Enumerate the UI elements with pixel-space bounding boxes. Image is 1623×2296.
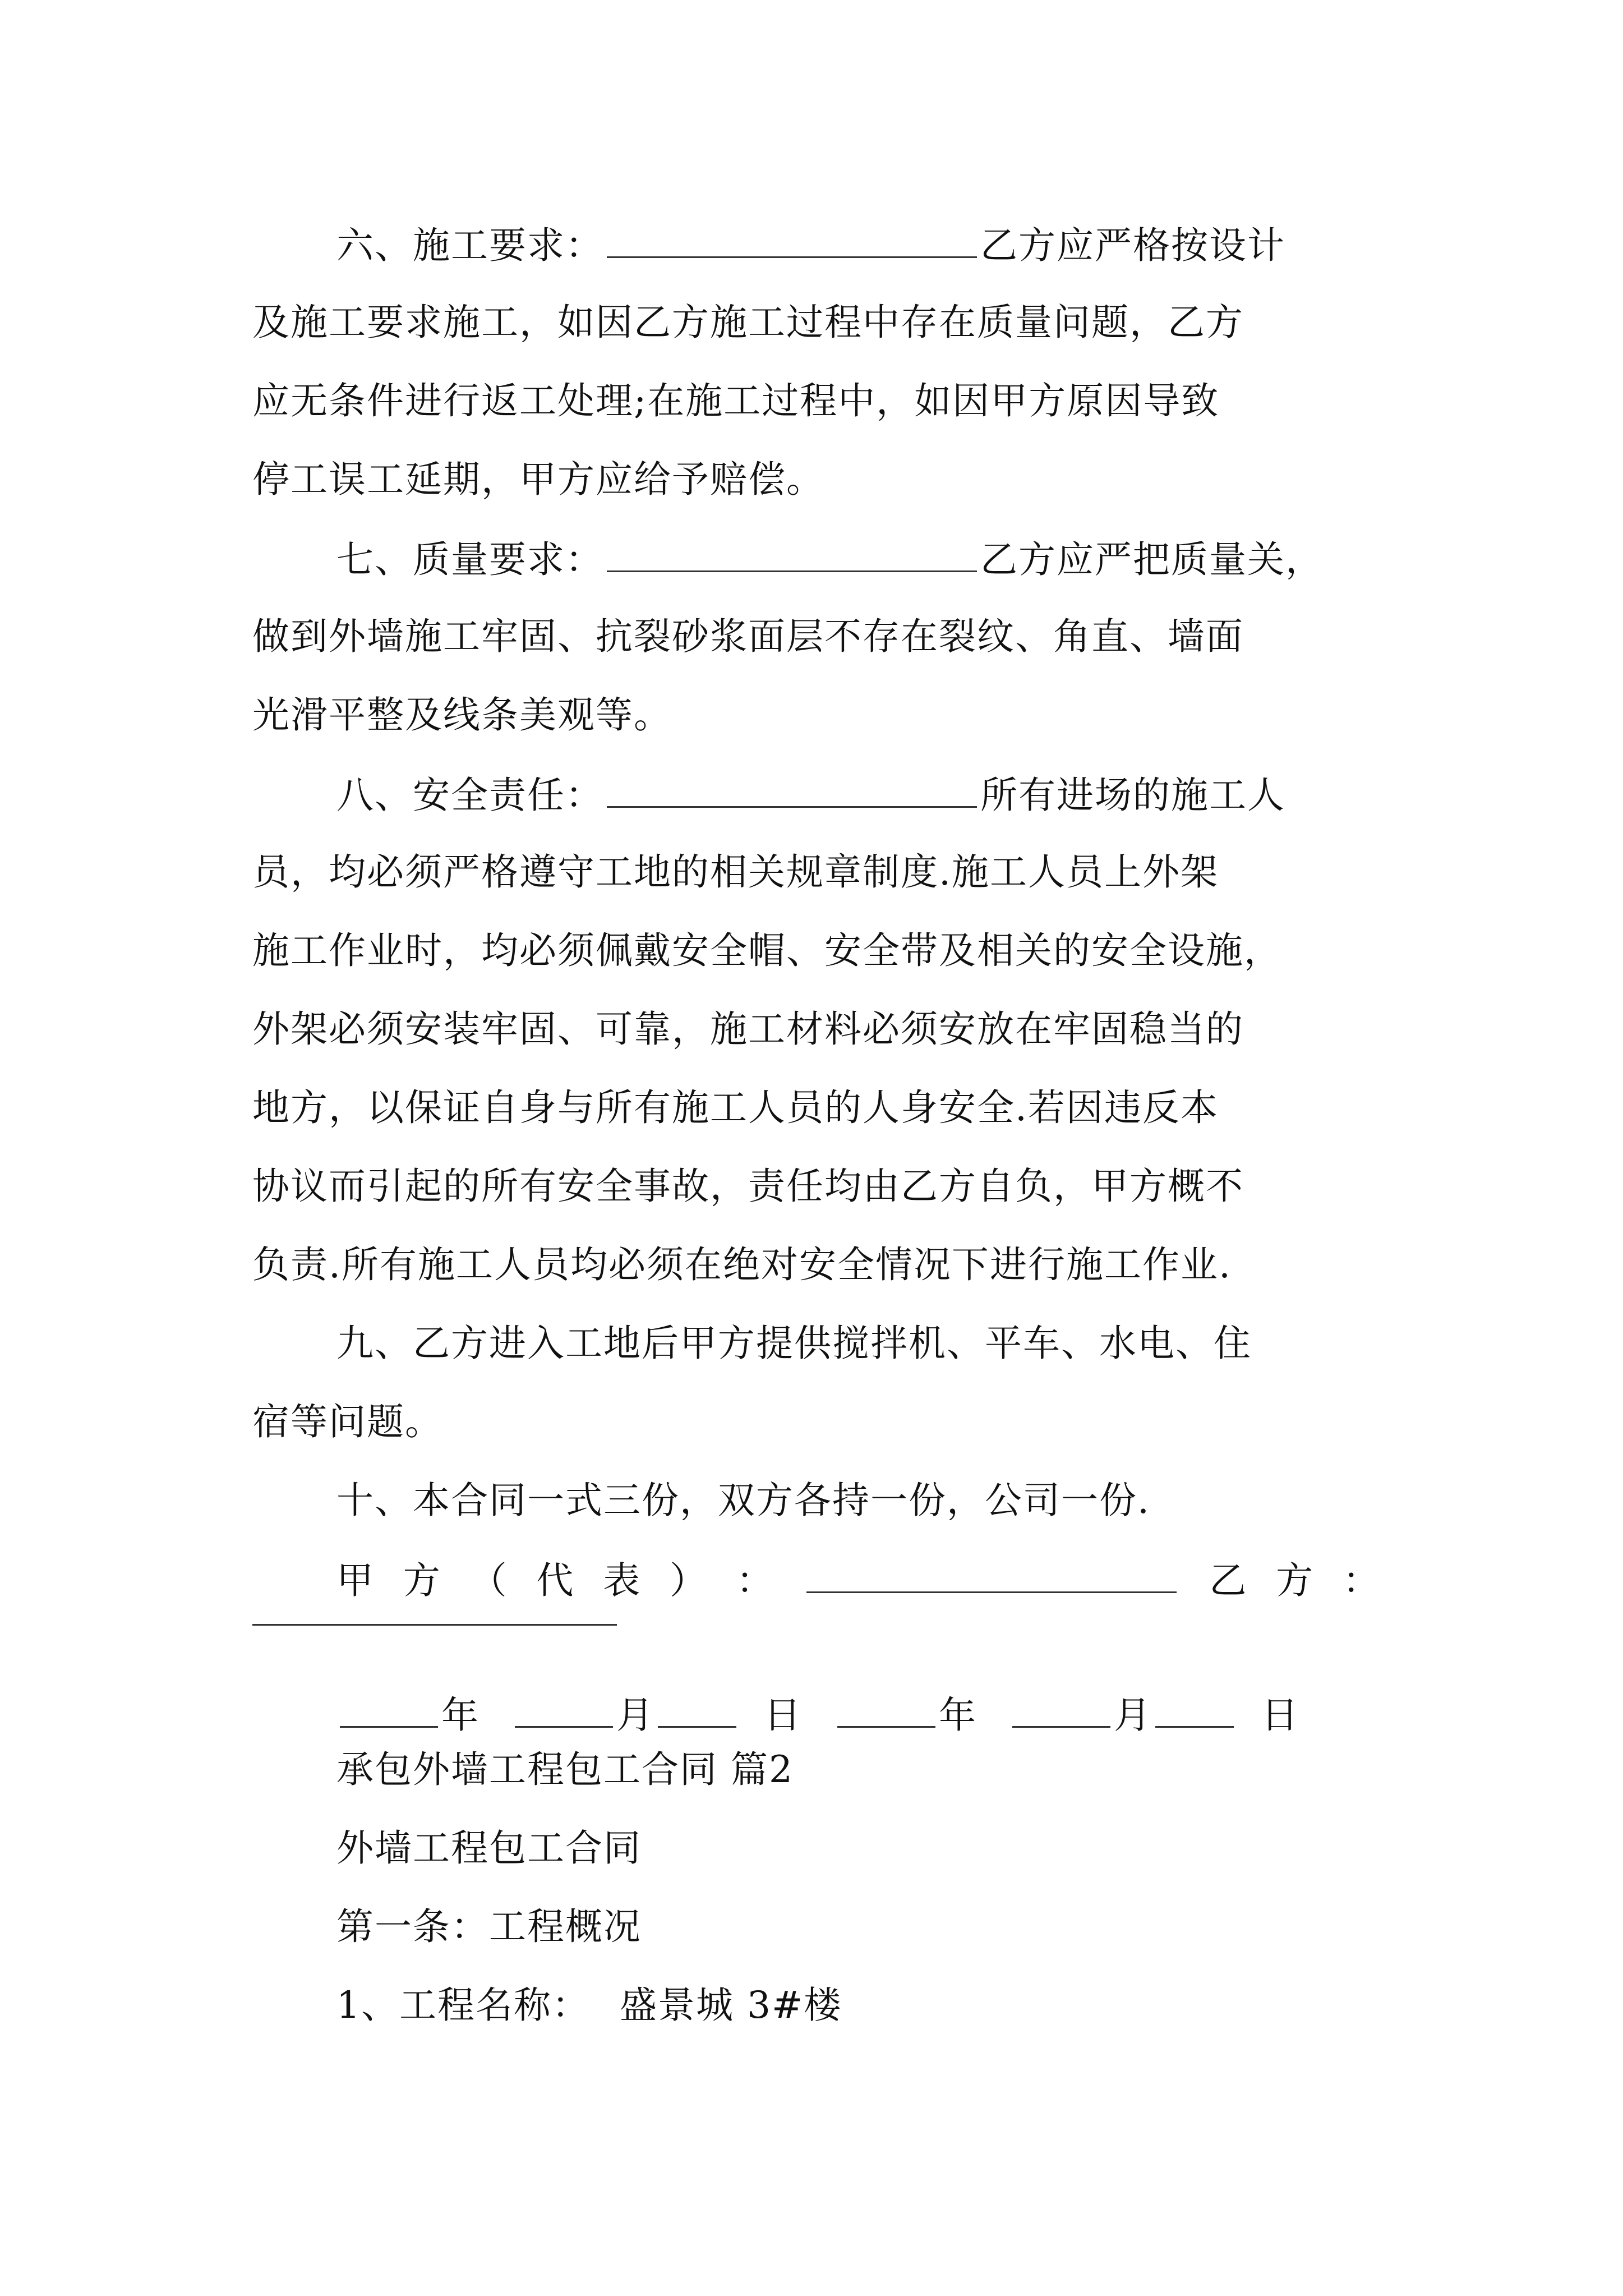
sec8-line-2: 员，均必须严格遵守工地的相关规章制度.施工人员上外架 <box>252 850 1219 894</box>
sec7-line-3: 光滑平整及线条美观等。 <box>252 693 672 737</box>
sec6-line-4: 停工误工延期，甲方应给予赔偿。 <box>252 458 824 501</box>
month-blank-b <box>1012 1691 1110 1728</box>
sec7-blank <box>607 536 977 572</box>
day-blank-b <box>1155 1691 1234 1728</box>
sec6-line-1 <box>336 222 1285 268</box>
signature-line <box>336 1557 1380 1603</box>
part2-title: 外墙工程包工合同 <box>336 1826 642 1870</box>
sec6-line-2: 及施工要求施工，如因乙方施工过程中存在质量问题，乙方 <box>252 301 1244 344</box>
year-label-a: 年 <box>441 1694 479 1737</box>
sec9-line-2: 宿等问题。 <box>252 1400 443 1443</box>
sec6-blank <box>607 222 977 258</box>
day-label-b: 日 <box>1261 1694 1299 1737</box>
sec8-title: 八、安全责任： <box>336 774 603 817</box>
party-b-signature-blank <box>252 1624 617 1626</box>
party-a-char: （ <box>469 1559 507 1602</box>
sec6-line-3: 应无条件进行返工处理;在施工过程中，如因甲方原因导致 <box>252 379 1220 422</box>
item-1-value: 盛景城 3#楼 <box>619 1984 842 2027</box>
month-label-a: 月 <box>616 1694 654 1737</box>
month-label-b: 月 <box>1113 1694 1152 1737</box>
sec7-line-1 <box>336 536 1324 582</box>
party-a-char: 表 <box>603 1559 640 1602</box>
party-b-char: 方 <box>1276 1559 1313 1602</box>
day-blank-a <box>658 1691 736 1728</box>
sec7-title: 七、质量要求： <box>336 538 603 581</box>
party-a-char: 代 <box>536 1559 574 1602</box>
month-blank-a <box>515 1691 613 1728</box>
sec8-line-6: 协议而引起的所有安全事故，责任均由乙方自负，甲方概不 <box>252 1165 1244 1208</box>
sec7-tail: 乙方应严把质量关， <box>980 538 1324 581</box>
sec10-line-1: 十、本合同一式三份，双方各持一份，公司一份. <box>336 1479 1150 1522</box>
sec8-line-4: 外架必须安装牢固、可靠，施工材料必须安放在牢固稳当的 <box>252 1007 1244 1051</box>
sec7-line-2: 做到外墙施工牢固、抗裂砂浆面层不存在裂纹、角直、墙面 <box>252 615 1244 658</box>
sec6-tail: 乙方应严格按设计 <box>980 224 1285 267</box>
sec8-line-1 <box>336 771 1285 818</box>
party-a-char: 甲 <box>336 1559 374 1602</box>
party-a-char: 方 <box>403 1559 440 1602</box>
sec8-line-5: 地方，以保证自身与所有施工人员的人身安全.若因违反本 <box>252 1086 1219 1129</box>
date-line <box>336 1691 1299 1738</box>
sec8-blank <box>607 771 977 808</box>
party-a-char: ： <box>736 1559 773 1602</box>
party-b-char: ： <box>1342 1559 1380 1602</box>
sec9-line-1: 九、乙方进入工地后甲方提供搅拌机、平车、水电、住 <box>336 1322 1252 1365</box>
party-a-char: ） <box>669 1559 707 1602</box>
party-a-signature-blank <box>806 1557 1177 1593</box>
year-label-b: 年 <box>938 1694 977 1737</box>
party-b-char: 乙 <box>1209 1559 1247 1602</box>
sec8-tail: 所有进场的施工人 <box>980 774 1285 817</box>
sec8-line-7: 负责.所有施工人员均必须在绝对安全情况下进行施工作业. <box>252 1243 1232 1286</box>
year-blank-a <box>340 1691 438 1728</box>
article-1-heading: 第一条：工程概况 <box>336 1905 642 1948</box>
sec6-title: 六、施工要求： <box>336 224 603 267</box>
item-1-line <box>336 1983 842 2028</box>
part2-heading: 承包外墙工程包工合同 篇2 <box>336 1748 794 1791</box>
item-1-label: 1、工程名称： <box>336 1984 590 2027</box>
sec8-line-3: 施工作业时，均必须佩戴安全帽、安全带及相关的安全设施， <box>252 929 1282 972</box>
day-label-a: 日 <box>763 1694 802 1737</box>
year-blank-b <box>837 1691 935 1728</box>
